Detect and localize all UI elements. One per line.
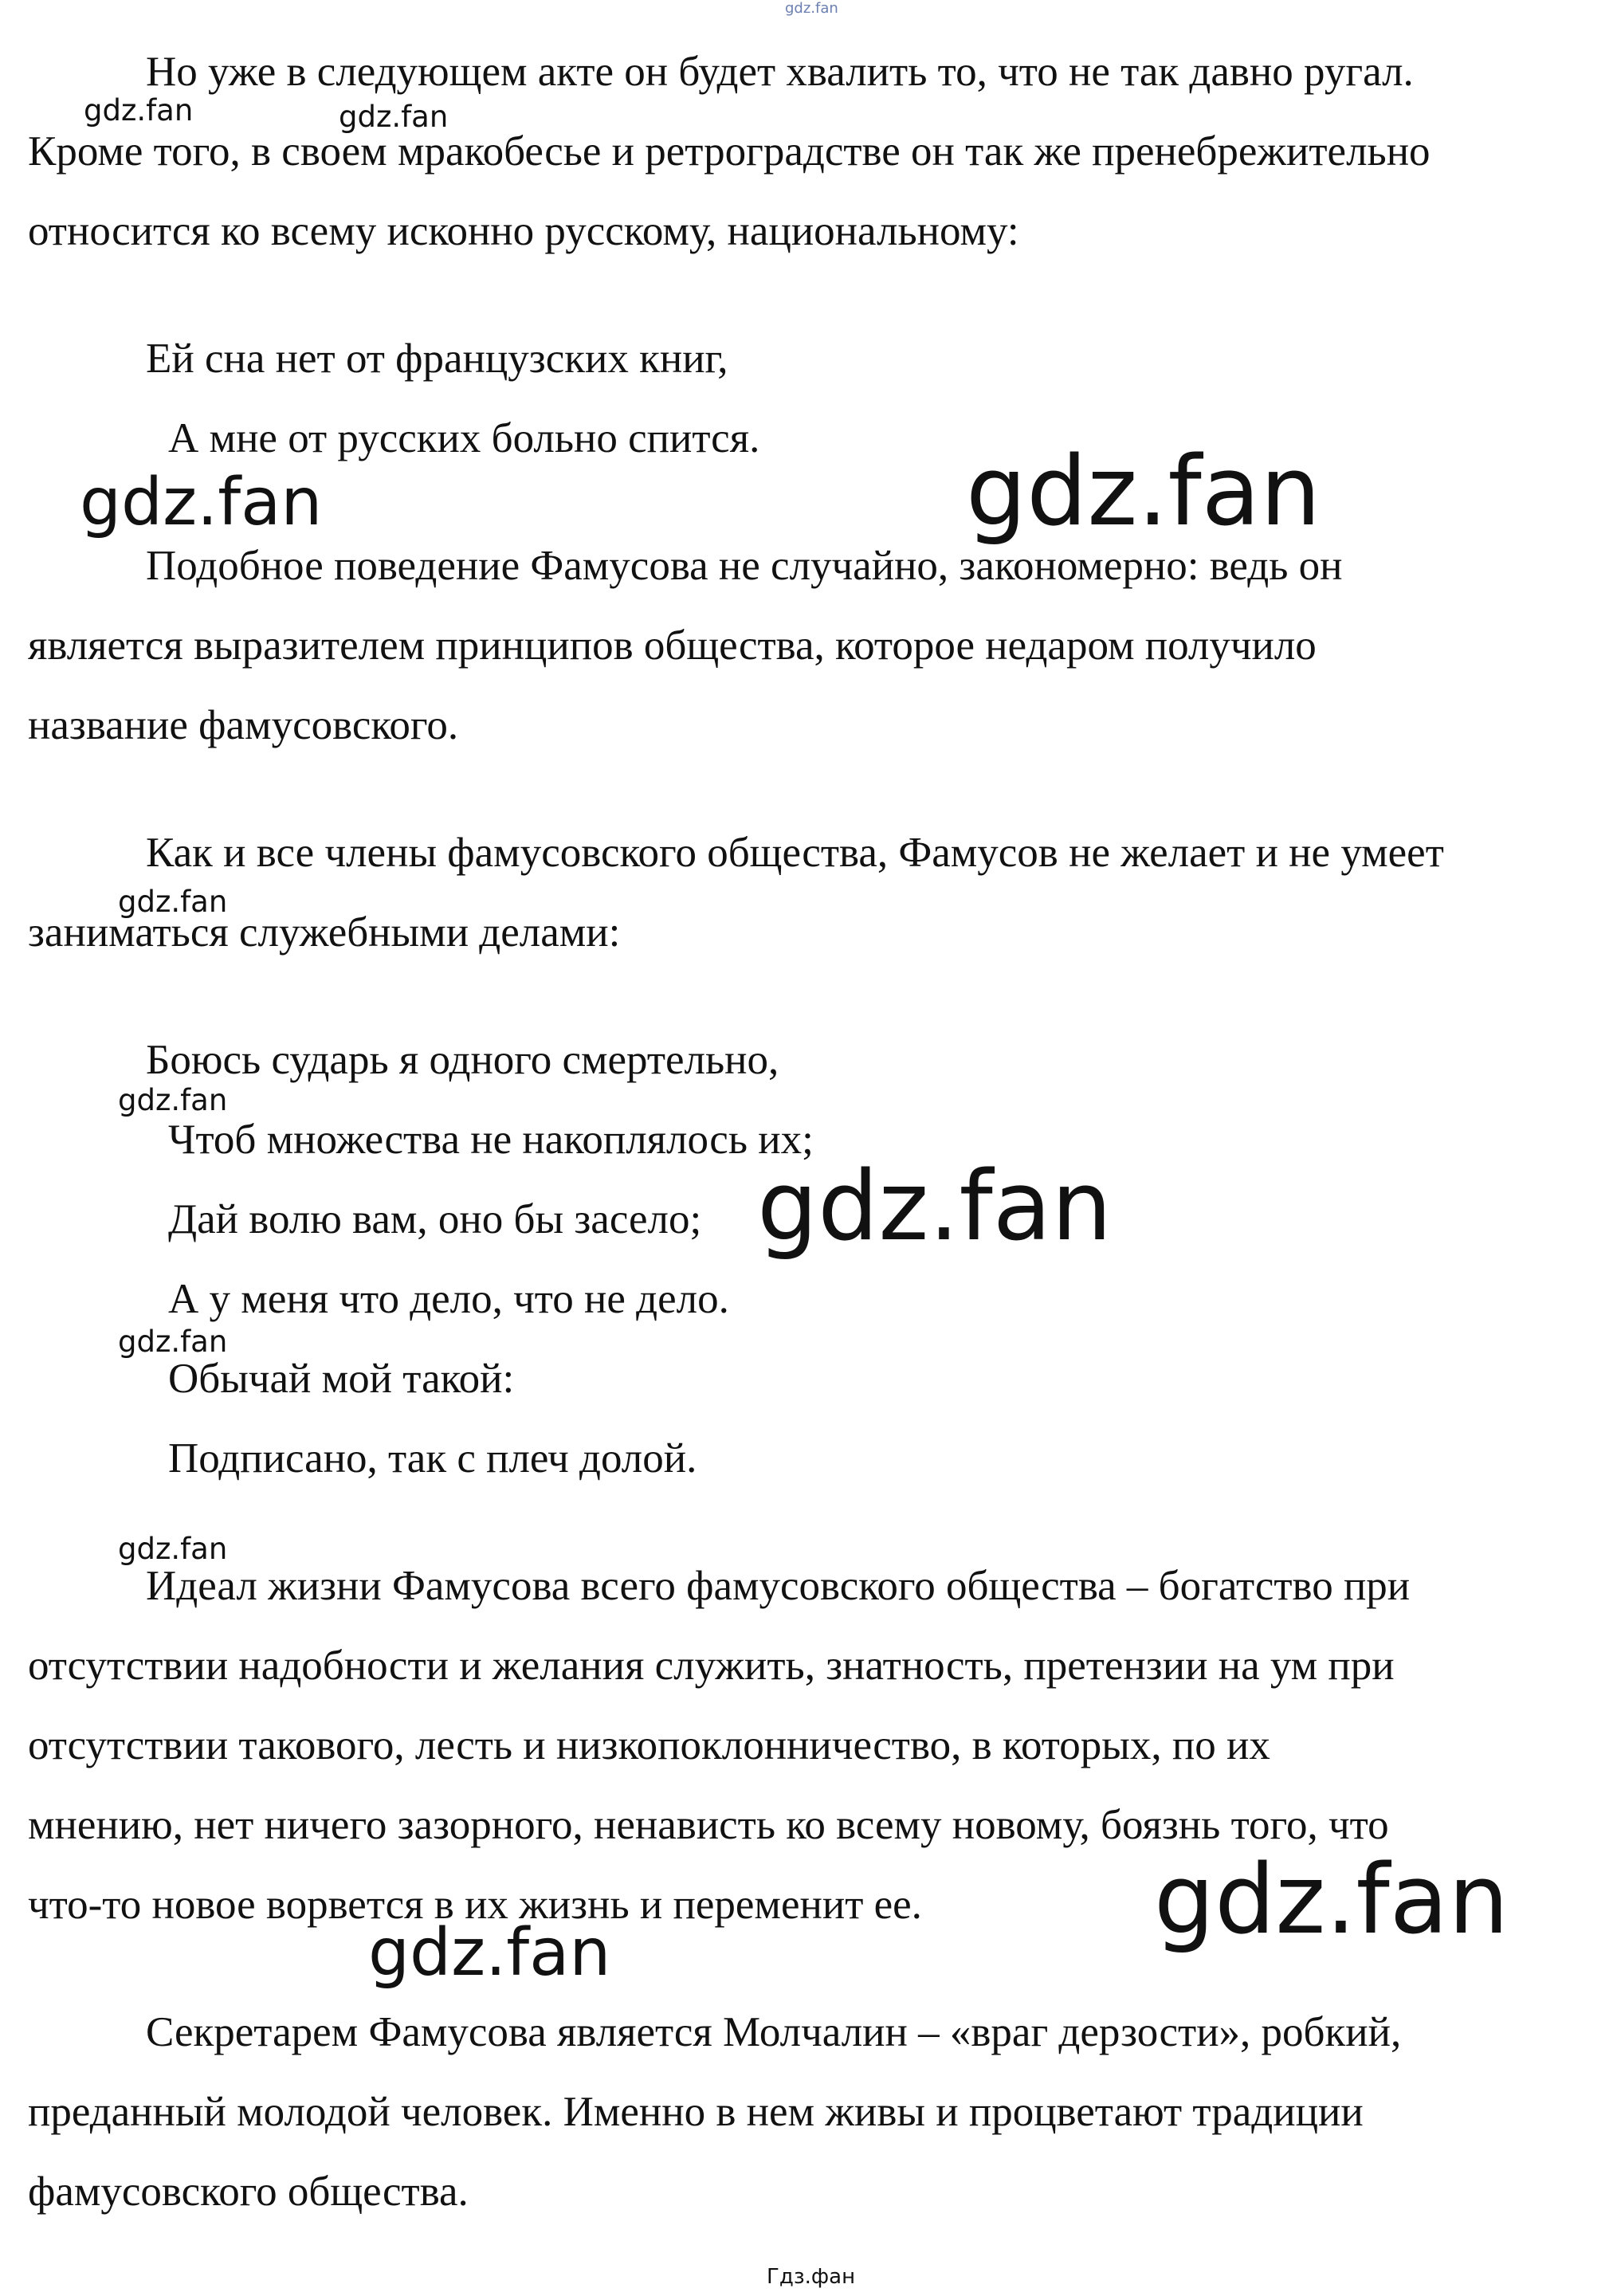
watermark: gdz.fan (368, 1915, 611, 1991)
text-line: фамусовского общества. (28, 2168, 469, 2215)
verse-line: А мне от русских больно спится. (168, 415, 760, 461)
verse-line: Подписано, так с плеч долой. (168, 1435, 697, 1482)
text-line: Как и все члены фамусовского общества, Фамусов не желает и не умеет (146, 830, 1444, 876)
text-line: заниматься служебными делами: (28, 909, 621, 956)
verse-line: А у меня что дело, что не дело. (168, 1276, 729, 1322)
text-line: относится ко всему исконно русскому, национальному: (28, 208, 1019, 254)
watermark: gdz.fan (118, 1532, 228, 1566)
verse-line: Обычай мой такой: (168, 1356, 515, 1402)
text-line: Секретарем Фамусова является Молчалин – «враг дерзости», робкий, (146, 2009, 1402, 2055)
text-line: Подобное поведение Фамусова не случайно, закономерно: ведь он (146, 543, 1343, 589)
watermark: gdz.fan (339, 100, 449, 134)
text-line: Но уже в следующем акте он будет хвалить то, что не так давно ругал. (146, 49, 1414, 95)
verse-line: Боюсь сударь я одного смертельно, (146, 1037, 779, 1083)
watermark: gdz.fan (118, 885, 228, 919)
watermark: gdz.fan (118, 1083, 228, 1117)
text-line: является выразителем принципов общества, которое недаром получило (28, 622, 1317, 669)
text-line: преданный молодой человек. Именно в нем живы и процветают традиции (28, 2089, 1364, 2135)
verse-line: Дай волю вам, оно бы засело; (168, 1196, 702, 1242)
watermark: gdz.fan (757, 1152, 1113, 1262)
top-watermark: gdz.fan (785, 0, 838, 17)
text-line: мнению, нет ничего зазорного, ненависть ко всему новому, боязнь того, что (28, 1802, 1389, 1848)
text-line: что-то новое ворвется в их жизнь и переменит ее. (28, 1882, 922, 1928)
verse-line: Ей сна нет от французских книг, (146, 336, 728, 382)
text-line: отсутствии надобности и желания служить, знатность, претензии на ум при (28, 1643, 1395, 1689)
watermark: gdz.fan (118, 1325, 228, 1359)
text-line: Идеал жизни Фамусова всего фамусовского общества – богатство при (146, 1563, 1411, 1609)
watermark: gdz.fan (80, 465, 323, 540)
text-line: Кроме того, в своем мракобесье и ретроградстве он так же пренебрежительно (28, 128, 1431, 175)
verse-line: Чтоб множества не накоплялось их; (168, 1117, 814, 1163)
footer-text: Гдз.фан (767, 2265, 856, 2289)
text-line: название фамусовского. (28, 702, 459, 748)
watermark: gdz.fan (966, 437, 1321, 548)
watermark: gdz.fan (84, 93, 194, 128)
watermark: gdz.fan (1154, 1845, 1509, 1956)
text-line: отсутствии такового, лесть и низкопоклонничество, в которых, по их (28, 1722, 1270, 1768)
